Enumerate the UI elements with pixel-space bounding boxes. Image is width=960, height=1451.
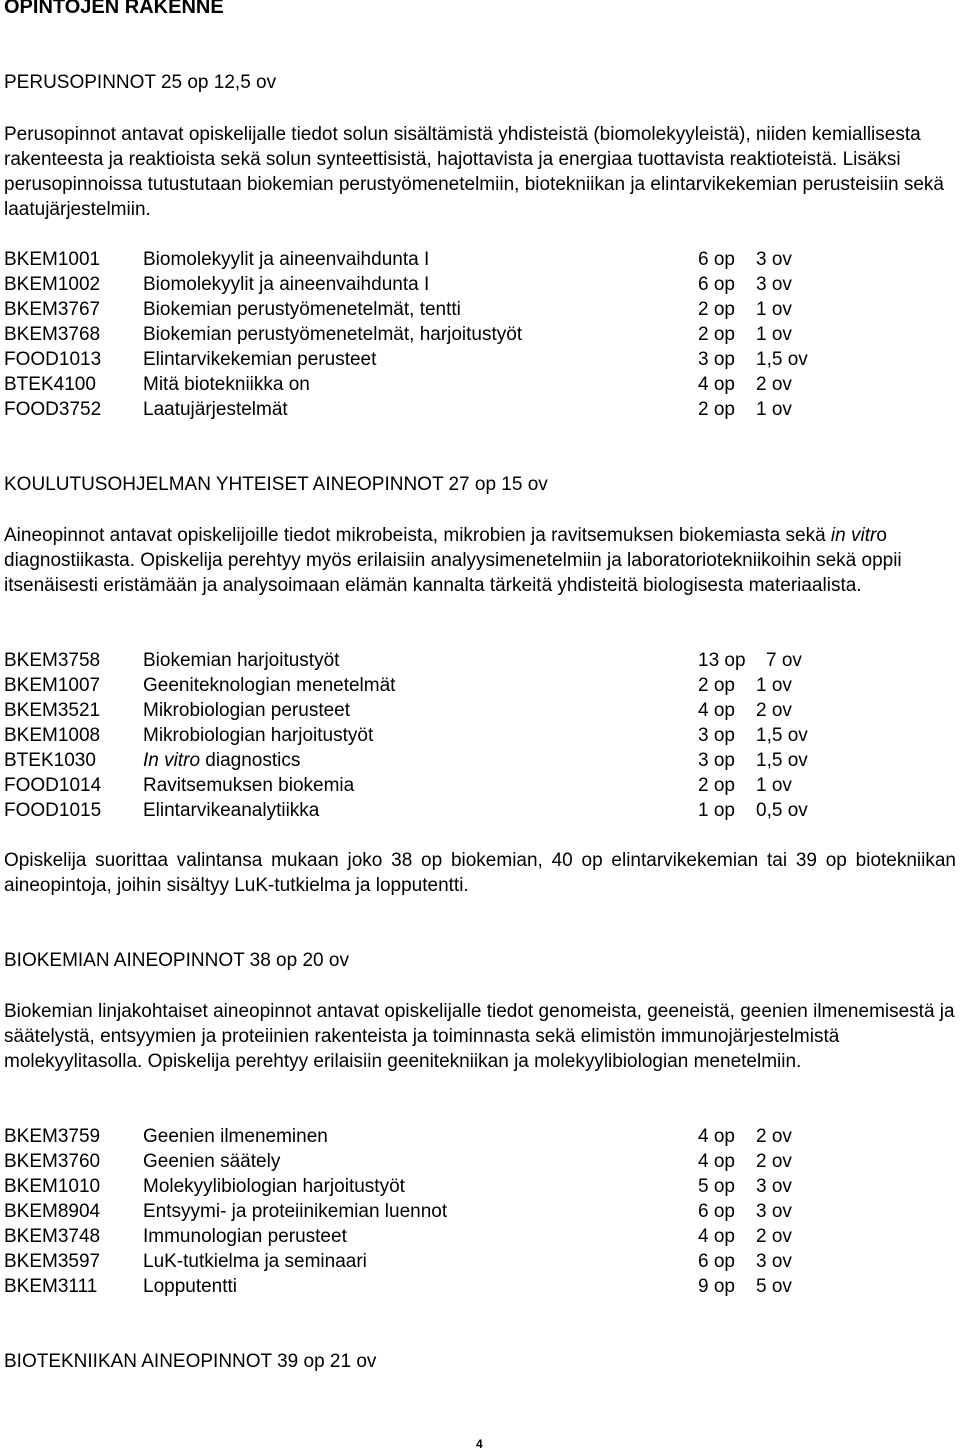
course-name: Geeniteknologian menetelmät	[143, 675, 396, 696]
course-code: BKEM3111	[4, 1276, 98, 1297]
course-table-yhteiset-aineopinnot	[4, 648, 904, 823]
course-credits-op: 2 op	[698, 675, 735, 696]
course-row	[4, 748, 904, 773]
course-row	[4, 397, 904, 422]
course-credits-op: 5 op	[698, 1176, 735, 1197]
course-name: Geenien säätely	[143, 1151, 281, 1172]
course-credits-op: 3 op	[698, 349, 735, 370]
section-paragraph-biokemian-aineopinnot: Biokemian linjakohtaiset aineopinnot antavat opiskelijalle tiedot genomeista, geeneistä, geenien ilmenemisestä ja säätelystä, entsyymien ja proteiinien rakenteista ja toiminnasta sekä elimistön immunojärjestelmistä molekyylitasolla. Opiskelija perehtyy erilaisiin geenitekniikan ja molekyylibiologian menetelmiin.	[4, 1001, 955, 1072]
course-row	[4, 673, 904, 698]
course-credits-ov: 2 ov	[756, 1126, 792, 1147]
section-paragraph-perusopinnot: Perusopinnot antavat opiskelijalle tiedot solun sisältämistä yhdisteistä (biomolekyyleistä), niiden kemiallisesta rakenteesta ja reaktioista sekä solun synteettisistä, hajottavista ja energiaa tuottavista reaktioteistä. Lisäksi perusopinnoissa tutustutaan biokemian perustyömenetelmiin, biotekniikan ja elintarvikekemian perusteisiin sekä laatujärjestelmiin.	[4, 124, 944, 220]
course-row	[4, 1199, 904, 1224]
course-credits-op: 4 op	[698, 1151, 735, 1172]
course-credits-op: 1 op	[698, 800, 735, 821]
course-row	[4, 648, 904, 673]
course-credits-op: 2 op	[698, 324, 735, 345]
section-heading-biokemian-aineopinnot: BIOKEMIAN AINEOPINNOT 38 op 20 ov	[4, 950, 349, 971]
course-name	[143, 748, 300, 773]
course-row	[4, 247, 904, 272]
course-row	[4, 798, 904, 823]
course-code: BKEM8904	[4, 1201, 101, 1222]
course-table-biokemian-aineopinnot	[4, 1124, 904, 1299]
course-credits-ov: 1 ov	[756, 775, 792, 796]
course-name: Biokemian perustyömenetelmät, harjoitustyöt	[143, 324, 523, 345]
course-table-perusopinnot	[4, 247, 904, 422]
course-name: Mikrobiologian harjoitustyöt	[143, 725, 374, 746]
course-name: Elintarvikeanalytiikka	[143, 800, 320, 821]
course-name: Biomolekyylit ja aineenvaihdunta I	[143, 249, 430, 270]
course-code: BKEM1002	[4, 274, 101, 295]
course-name: Molekyylibiologian harjoitustyöt	[143, 1176, 405, 1197]
course-credits-op: 9 op	[698, 1276, 735, 1297]
course-code: BKEM3767	[4, 299, 101, 320]
course-code: BKEM3759	[4, 1126, 101, 1147]
course-code: BKEM3597	[4, 1251, 101, 1272]
course-code: FOOD1015	[4, 800, 102, 821]
paragraph-italic-text: in vitr	[830, 525, 877, 546]
course-credits-ov: 1,5 ov	[756, 349, 808, 370]
course-row	[4, 723, 904, 748]
course-credits-op: 13 op	[698, 650, 746, 671]
course-credits-op: 2 op	[698, 399, 735, 420]
course-name: Elintarvikekemian perusteet	[143, 349, 377, 370]
course-row	[4, 773, 904, 798]
course-code: BKEM1007	[4, 675, 101, 696]
course-name: Biokemian harjoitustyöt	[143, 650, 340, 671]
course-credits-ov: 1 ov	[756, 324, 792, 345]
course-name: Entsyymi- ja proteiinikemian luennot	[143, 1201, 448, 1222]
course-row	[4, 322, 904, 347]
course-row	[4, 1224, 904, 1249]
course-row	[4, 372, 904, 397]
course-credits-op: 2 op	[698, 775, 735, 796]
course-code: BKEM3521	[4, 700, 101, 721]
course-name-italic: In vitro	[143, 750, 201, 771]
course-credits-ov: 3 ov	[756, 1201, 792, 1222]
course-code: BTEK1030	[4, 750, 96, 771]
course-credits-ov: 2 ov	[756, 700, 792, 721]
course-credits-op: 6 op	[698, 1201, 735, 1222]
course-credits-op: 4 op	[698, 374, 735, 395]
course-code: BKEM3760	[4, 1151, 101, 1172]
course-code: FOOD3752	[4, 399, 102, 420]
course-code: FOOD1014	[4, 775, 102, 796]
course-name: Biokemian perustyömenetelmät, tentti	[143, 299, 461, 320]
course-name: Geenien ilmeneminen	[143, 1126, 328, 1147]
course-credits-op: 4 op	[698, 1226, 735, 1247]
course-credits-op: 4 op	[698, 700, 735, 721]
course-name: Lopputentti	[143, 1276, 238, 1297]
course-name: Laatujärjestelmät	[143, 399, 288, 420]
course-credits-ov: 2 ov	[756, 1151, 792, 1172]
section-paragraph-yhteiset-aineopinnot	[4, 523, 956, 598]
course-name-rest: diagnostics	[200, 750, 301, 771]
course-name: Ravitsemuksen biokemia	[143, 775, 355, 796]
section-heading-perusopinnot: PERUSOPINNOT 25 op 12,5 ov	[4, 72, 277, 93]
course-row	[4, 1174, 904, 1199]
course-credits-ov: 3 ov	[756, 249, 792, 270]
paragraph-text: Aineopinnot antavat opiskelijoille tiedot mikrobeista, mikrobien ja ravitsemuksen biokemiasta sekä	[4, 525, 831, 546]
course-credits-op: 6 op	[698, 274, 735, 295]
course-row	[4, 1149, 904, 1174]
course-code: BKEM3748	[4, 1226, 101, 1247]
course-credits-ov: 3 ov	[756, 274, 792, 295]
course-credits-ov: 5 ov	[756, 1276, 792, 1297]
course-credits-ov: 1,5 ov	[756, 750, 808, 771]
course-row	[4, 272, 904, 297]
course-name: Mitä biotekniikka on	[143, 374, 310, 395]
course-code: FOOD1013	[4, 349, 102, 370]
course-credits-ov: 3 ov	[756, 1176, 792, 1197]
course-credits-ov: 1,5 ov	[756, 725, 808, 746]
course-credits-ov: 7 ov	[766, 650, 802, 671]
section-heading-biotekniikan-aineopinnot: BIOTEKNIIKAN AINEOPINNOT 39 op 21 ov	[4, 1351, 377, 1372]
course-name: Immunologian perusteet	[143, 1226, 347, 1247]
course-row	[4, 1124, 904, 1149]
course-code: BKEM1001	[4, 249, 101, 270]
course-name: Mikrobiologian perusteet	[143, 700, 351, 721]
course-credits-ov: 1 ov	[756, 299, 792, 320]
course-credits-ov: 1 ov	[756, 675, 792, 696]
course-credits-op: 6 op	[698, 249, 735, 270]
course-code: BTEK4100	[4, 374, 96, 395]
course-code: BKEM3758	[4, 650, 101, 671]
page-number: 4	[476, 1437, 483, 1451]
course-credits-ov: 2 ov	[756, 1226, 792, 1247]
course-credits-ov: 3 ov	[756, 1251, 792, 1272]
course-row	[4, 1274, 904, 1299]
section-note-valinta: Opiskelija suorittaa valintansa mukaan joko 38 op biokemian, 40 op elintarvikekemian tai 39 op biotekniikan aineopintoja, joihin sisältyy LuK-tutkielma ja lopputentti.	[4, 850, 956, 896]
course-name: Biomolekyylit ja aineenvaihdunta I	[143, 274, 430, 295]
section-heading-yhteiset-aineopinnot: KOULUTUSOHJELMAN YHTEISET AINEOPINNOT 27 op 15 ov	[4, 474, 548, 495]
course-credits-ov: 0,5 ov	[756, 800, 808, 821]
course-row	[4, 347, 904, 372]
course-credits-op: 3 op	[698, 750, 735, 771]
course-credits-op: 4 op	[698, 1126, 735, 1147]
course-credits-op: 2 op	[698, 299, 735, 320]
course-row	[4, 1249, 904, 1274]
course-row	[4, 297, 904, 322]
course-name: LuK-tutkielma ja seminaari	[143, 1251, 367, 1272]
course-code: BKEM1010	[4, 1176, 101, 1197]
course-credits-ov: 1 ov	[756, 399, 792, 420]
course-code: BKEM3768	[4, 324, 101, 345]
course-credits-op: 3 op	[698, 725, 735, 746]
course-credits-op: 6 op	[698, 1251, 735, 1272]
course-row	[4, 698, 904, 723]
course-code: BKEM1008	[4, 725, 101, 746]
course-credits-ov: 2 ov	[756, 374, 792, 395]
page-title: OPINTOJEN RAKENNE	[4, 0, 224, 18]
paragraph-text: o diagnostiikasta. Opiskelija perehtyy myös erilaisiin analyysimenetelmiin ja laboratoriotekniikoihin sekä oppii itsenäisesti eristämään ja analysoimaan elämän kannalta tärkeitä yhdisteitä biologisesta materiaalista.	[4, 525, 902, 596]
